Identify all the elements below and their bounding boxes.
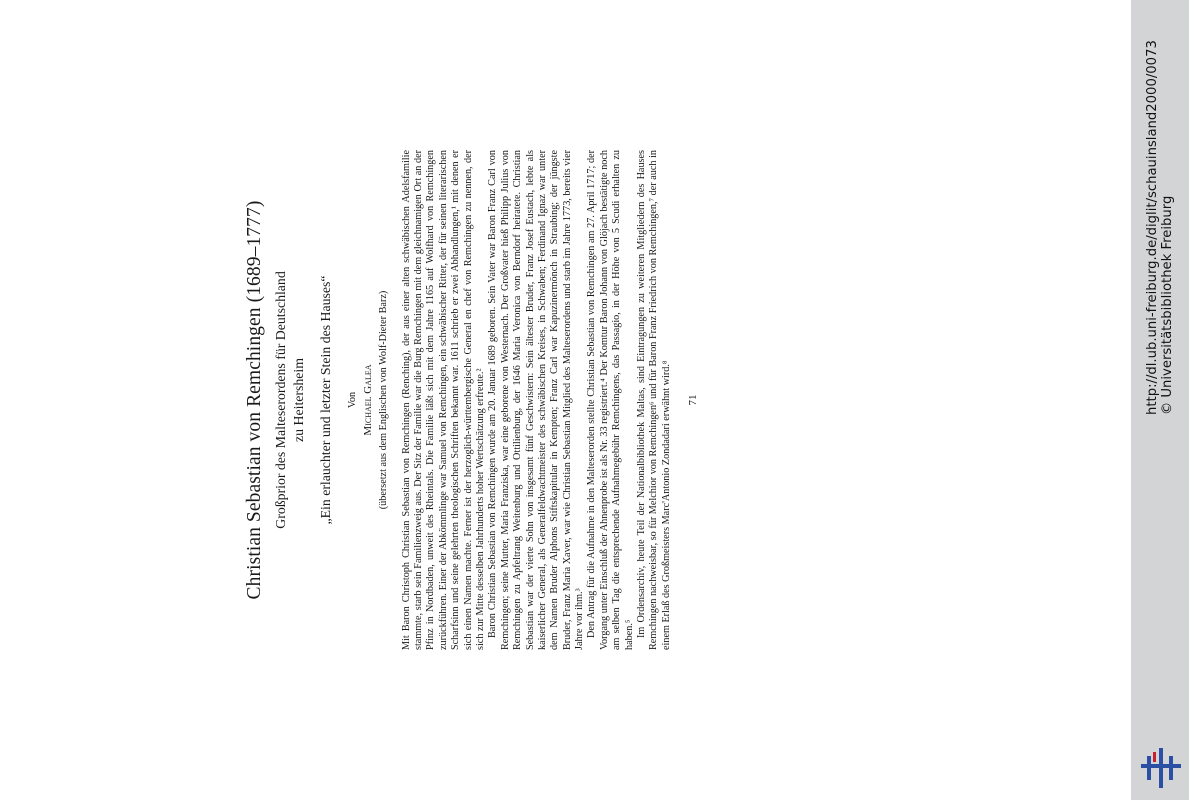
article-quote: „Ein erlauchter und letzter Stein des Hauses“ (317, 275, 333, 525)
article-title: Christian Sebastian von Remchingen (1689–1777) (244, 200, 265, 600)
body-paragraph-1: Mit Baron Christoph Christian Sebastian von Remchingen (Renching), der aus einer alten schwäbischen Adelsfamilie stammte, starb sein Familienzweig aus. Der Sitz der Familie war die Burg Remchingen mit dem gleichnamigen Ort an der Pfinz in Nordbaden, unweit des Rheintals. Die Familie läßt sich mit dem Jahre 1165 auf Wolfhard von Remchingen zurückführen. Einer der Abkömmlinge war Samuel von Remchingen, ein schwäbischer Ritter, der für seinen literarischen Scharfsinn und seine gelehrten theologischen Schriften bekannt war. 1611 schrieb er zwei Abhandlungen,¹ mit denen er sich einen Namen machte. Ferner ist der herzoglich-württembergische General en chef von Remchingen zu nennen, der sich zur Mitte desselben Jahrhunderts hoher Wertschätzung erfreute.² (400, 150, 486, 650)
author-name: Michael Galea (361, 364, 374, 436)
article-subtitle-line2: zu Heitersheim (290, 358, 306, 442)
viewer-sidebar (1131, 0, 1189, 800)
translator-note: (übersetzt aus dem Englischen von Wolf-Dieter Barz) (377, 290, 389, 510)
university-library-logo-icon (1141, 748, 1181, 788)
byline-von: Von (347, 391, 359, 409)
page-number: 71 (687, 394, 700, 406)
source-url-link[interactable]: http://dl.ub.uni-freiburg.de/diglit/schauinsland2000/0073 (1145, 40, 1160, 415)
body-paragraph-4: Im Ordensarchiv, heute Teil der Nationalbibliothek Maltas, sind Eintragungen zu weiteren Mitgliedern des Hauses Remchingen nachweisbar, so für Melchior von Remchingen⁶ und für Baron Franz Friedrich von Remchingen,⁷ der auch in einem Erlaß des Großmeisters Marc'Antonio Zondadari erwähnt wird.⁸ (636, 150, 672, 650)
source-credit (1145, 0, 1175, 800)
body-paragraph-3: Den Antrag für die Aufnahme in den Malteserorden stellte Christian Sebastian von Remchingen am 27. April 1717; der Vorgang unter Einschluß der Ahnenprobe ist als Nr. 33 registriert.⁴ Der Komtur Baron Johann von Glöjach bestätigte noch am selben Tag die entsprechende Aufnahmegebühr Remchingens, das Passagio, in der Höhe von 5 Scudi erhalten zu haben.⁵ (586, 150, 635, 650)
copyright-notice: © Universitätsbibliothek Freiburg (1160, 195, 1175, 415)
article-subtitle-line1: Großprior des Malteserordens für Deutschland (273, 271, 289, 529)
document-page (230, 150, 950, 650)
body-paragraph-2: Baron Christian Sebastian von Remchingen wurde am 20. Januar 1689 geboren. Sein Vater war Baron Franz Carl von Remchingen; seine Mutter, Maria Franziska, war eine geborene von Westernach. Der Großvater hieß Philipp Julius von Remchingen zu Apfeltrang Weitenburg und Ottilienburg, der 1646 Maria Veronica von Berndorf heiratete. Christian Sebastian war der vierte Sohn von insgesamt fünf Geschwistern: Sein ältester Bruder, Franz Josef Eustach, lebte als kaiserlicher General, als Generalfeldwachtmeister des schwäbischen Kreises, in Schwaben; Ferdinand Ignaz war unter dem Namen Bruder Alphons Stiftskapitular in Kempten; Franz Carl war Kapuzinermönch in Straubing; der jüngste Bruder, Franz Maria Xaver, war wie Christian Sebastian Mitglied des Malteserordens und starb im Jahre 1773, bereits vier Jahre vor ihm.³ (487, 150, 586, 650)
